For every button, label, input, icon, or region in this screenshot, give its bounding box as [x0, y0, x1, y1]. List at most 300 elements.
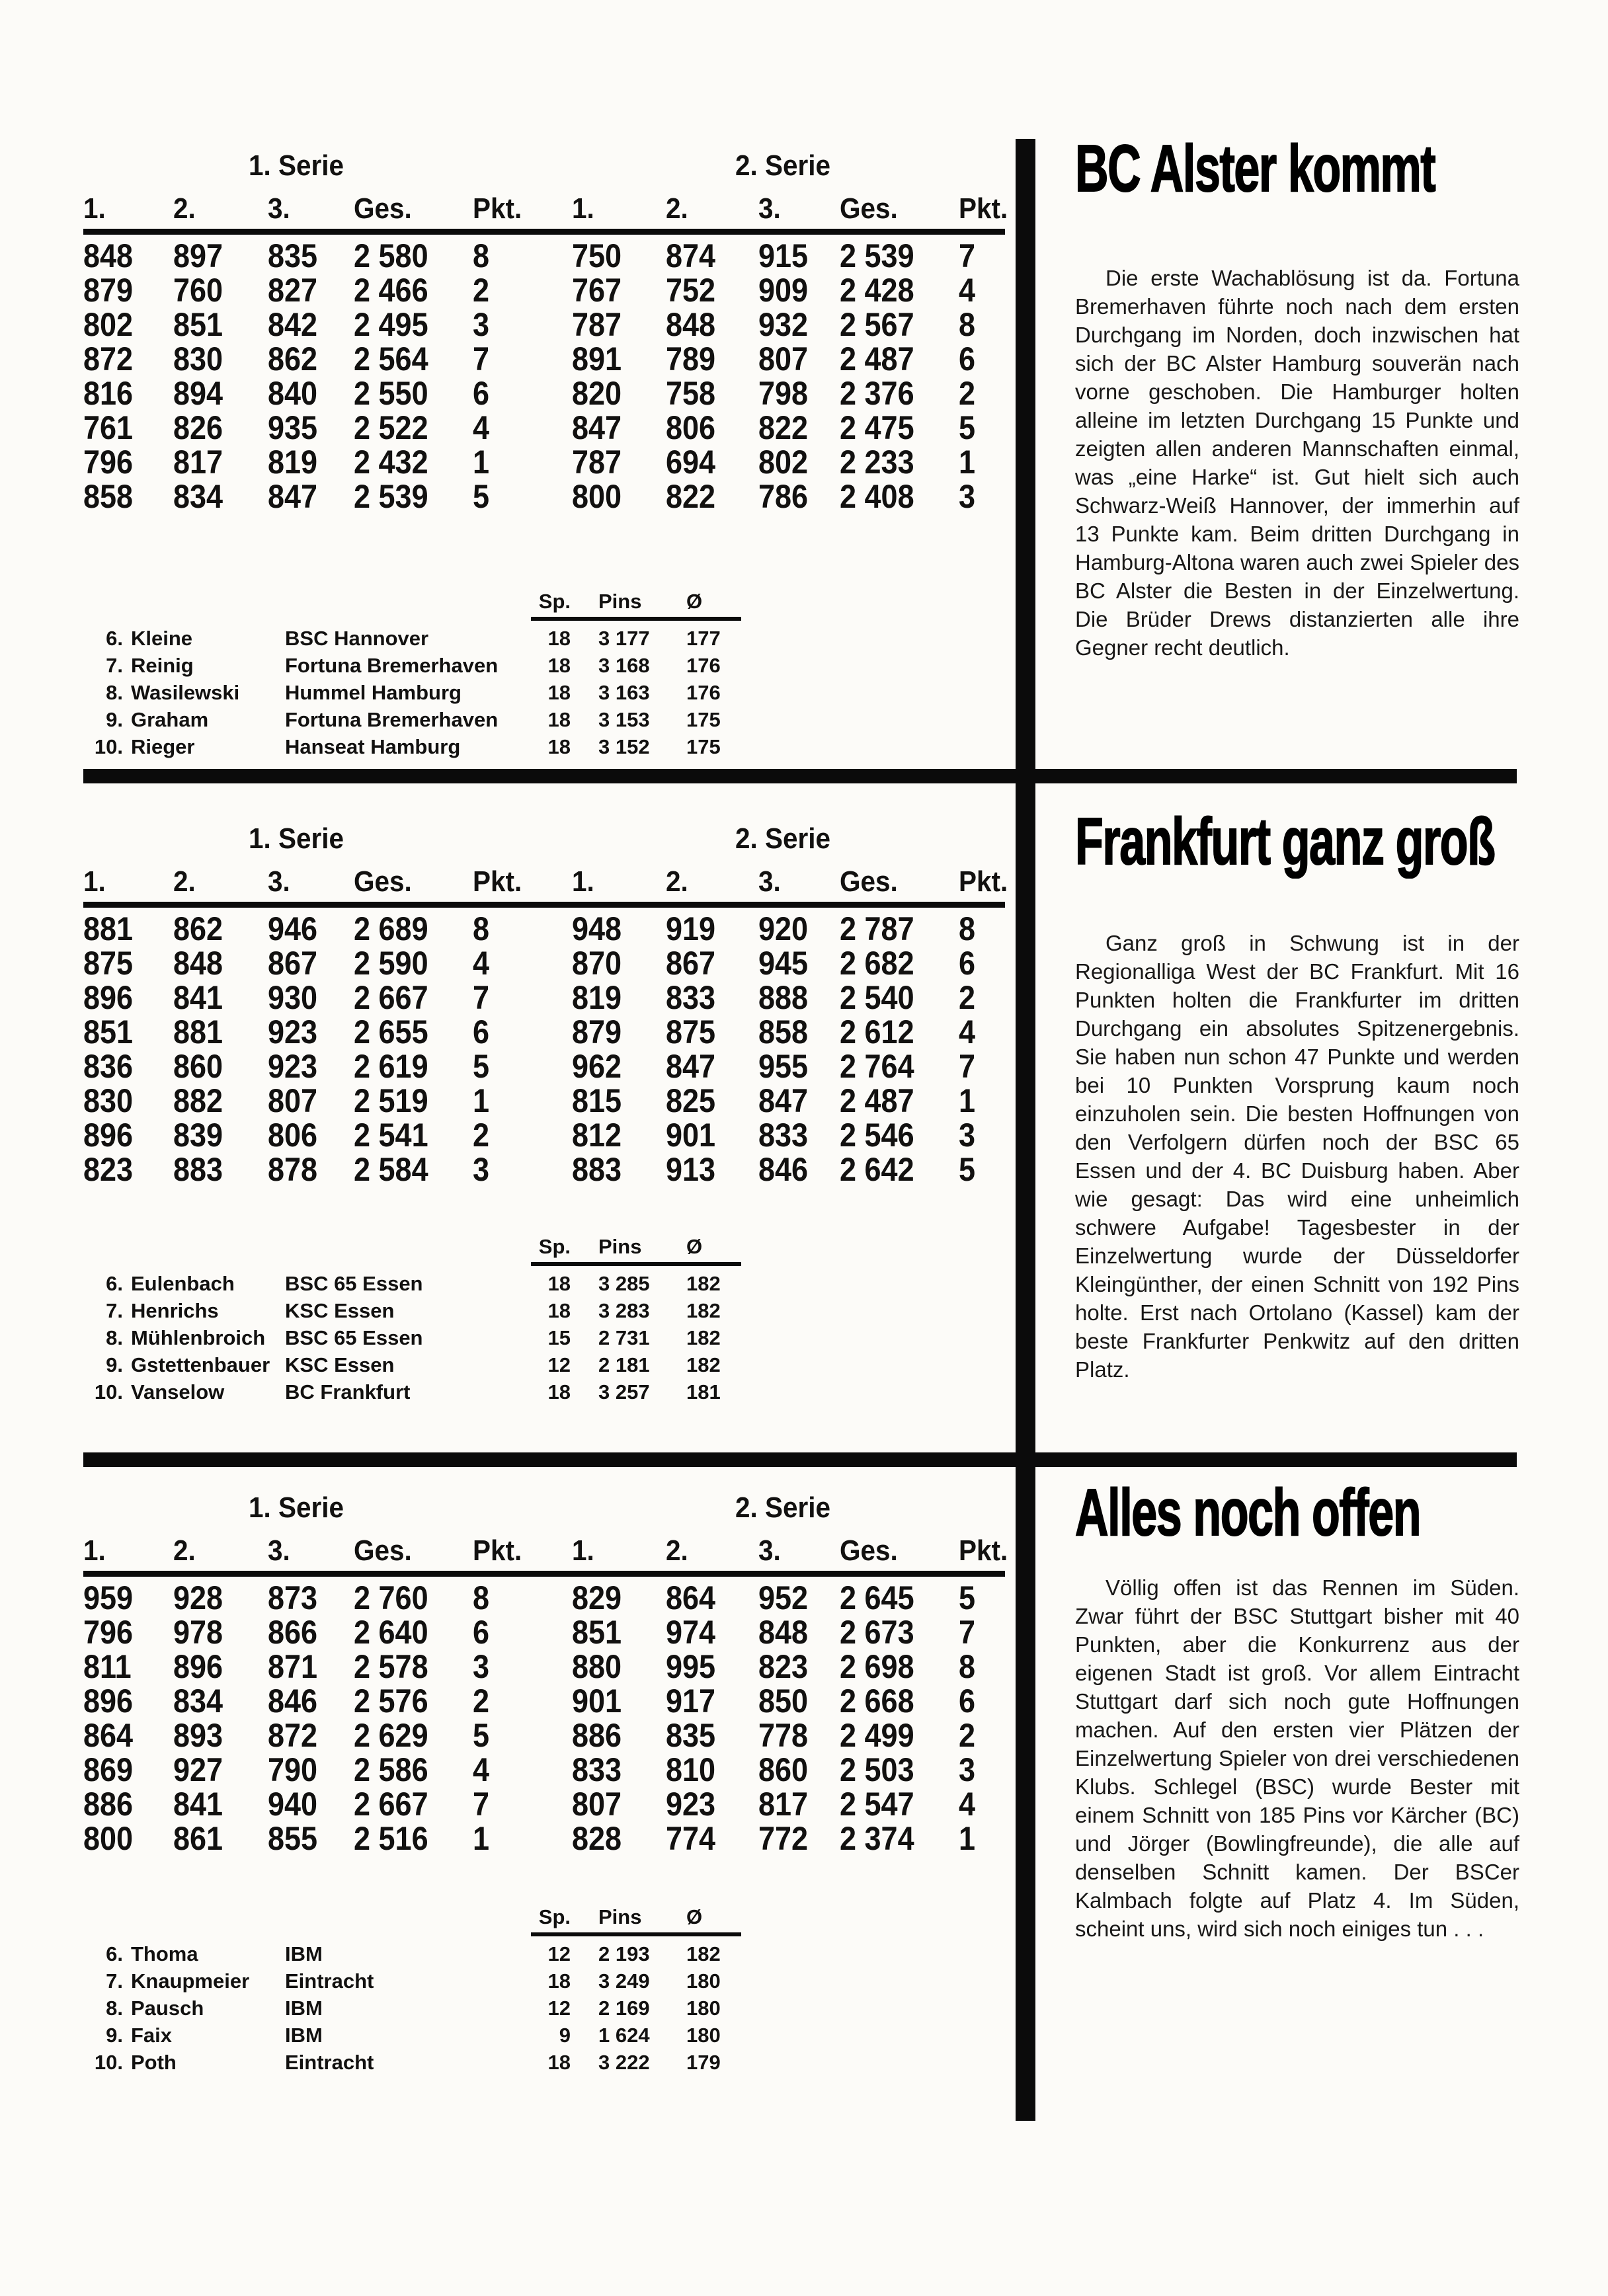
- article-bc-alster: [1075, 134, 1519, 662]
- table-cell: 834: [173, 478, 223, 515]
- table-cell: 1: [473, 1820, 490, 1857]
- article-body: Die erste Wachablösung ist da. Fortuna Bremerhaven führte noch nach dem ersten Durchgang im Norden, doch inzwischen hat sich der BC Alster Hamburg souverän nach vorne geschoben. Die Hamburger holten alleine im letzten Durchgang 15 Punkte und zeigten allen anderen Mannschaften einmal, was „eine Harke“ ist. Gut hielt sich auch Schwarz-Weiß Hannover, der immerhin auf 13 Punkte kam. Beim dritten Durchgang in Hamburg-Altona waren auch zwei Spieler des BC Alster die Besten in der Einzelwertung. Die Brüder Drews distanzierten alle ihre Gegner recht deutlich.: [1075, 266, 1519, 660]
- table-cell: 923: [666, 1786, 716, 1823]
- table-row: [83, 1821, 1009, 1856]
- table-cell: 894: [173, 375, 223, 412]
- list-sp: 18: [547, 2051, 571, 2074]
- table-header-rule: [83, 1571, 1005, 1577]
- column-header: Pkt.: [959, 865, 1008, 898]
- table-cell: 1: [959, 444, 976, 481]
- table-cell: 901: [572, 1682, 622, 1720]
- list-pins: 3 283: [598, 1299, 650, 1322]
- list-avg: 180: [686, 1969, 721, 1993]
- table-cell: 8: [959, 306, 976, 343]
- table-cell: 2 376: [840, 375, 914, 412]
- table-cell: 761: [83, 409, 134, 446]
- table-cell: 6: [959, 340, 976, 377]
- table-cell: 2 567: [840, 306, 914, 343]
- table-cell: 8: [473, 910, 490, 947]
- table-cell: 881: [173, 1013, 223, 1050]
- table-row: [83, 307, 1009, 342]
- list-avg: 180: [686, 2024, 721, 2047]
- table-cell: 774: [666, 1820, 716, 1857]
- column-header: Ges.: [840, 1534, 898, 1567]
- column-header: Pkt.: [959, 1534, 1008, 1567]
- list-name: Faix: [131, 2024, 173, 2047]
- column-header: 1.: [572, 192, 594, 225]
- table-cell: 2 519: [354, 1082, 428, 1119]
- table-cell: 2 466: [354, 272, 428, 309]
- table-cell: 847: [666, 1048, 716, 1085]
- table-cell: 840: [268, 375, 318, 412]
- table-cell: 870: [572, 945, 622, 982]
- table-cell: 848: [83, 237, 134, 274]
- table-cell: 880: [572, 1648, 622, 1685]
- table-row: [83, 376, 1009, 411]
- table-cell: 883: [572, 1151, 622, 1188]
- team-score-table: [83, 1581, 1009, 1856]
- table-cell: 873: [268, 1579, 318, 1616]
- list-pins: 3 177: [598, 627, 650, 650]
- column-header: 1.: [83, 192, 106, 225]
- table-row: [83, 1753, 1009, 1787]
- table-row: [83, 1615, 1009, 1649]
- table-cell: 861: [173, 1820, 223, 1857]
- table-cell: 2: [473, 1682, 490, 1720]
- table-row: [83, 1581, 1009, 1615]
- table-cell: 2 667: [354, 1786, 428, 1823]
- table-cell: 816: [83, 375, 134, 412]
- list-rank: 8.: [106, 681, 123, 704]
- column-header: 1.: [572, 865, 594, 898]
- table-cell: 839: [173, 1117, 223, 1154]
- table-cell: 928: [173, 1579, 223, 1616]
- table-cell: 2 487: [840, 1082, 914, 1119]
- table-cell: 836: [83, 1048, 134, 1085]
- table-cell: 772: [758, 1820, 809, 1857]
- ranking-headers: [83, 1234, 1009, 1259]
- list-avg: 182: [686, 1942, 721, 1965]
- table-cell: 2 629: [354, 1717, 428, 1754]
- table-cell: 909: [758, 272, 809, 309]
- list-avg: 179: [686, 2051, 721, 2074]
- table-cell: 867: [666, 945, 716, 982]
- list-sp: 15: [547, 1326, 571, 1349]
- table-cell: 800: [572, 478, 622, 515]
- list-rank: 9.: [106, 2024, 123, 2047]
- table-row: [83, 479, 1009, 514]
- table-cell: 826: [173, 409, 223, 446]
- table-cell: 8: [959, 910, 976, 947]
- table-cell: 923: [268, 1048, 318, 1085]
- table-cell: 2 590: [354, 945, 428, 982]
- table-cell: 919: [666, 910, 716, 947]
- table-row: [83, 1084, 1009, 1118]
- table-cell: 2 578: [354, 1648, 428, 1685]
- table-cell: 860: [173, 1048, 223, 1085]
- table-cell: 6: [473, 1013, 490, 1050]
- table-cell: 846: [758, 1151, 809, 1188]
- table-cell: 864: [666, 1579, 716, 1616]
- table-cell: 2 645: [840, 1579, 914, 1616]
- ranking-rule: [531, 617, 741, 621]
- table-cell: 930: [268, 979, 318, 1016]
- table-cell: 787: [572, 306, 622, 343]
- table-cell: 955: [758, 1048, 809, 1085]
- column-header: 2.: [173, 192, 196, 225]
- table-cell: 790: [268, 1751, 318, 1788]
- serie2-label: 2. Serie: [735, 822, 831, 855]
- headline: [1075, 132, 1519, 206]
- table-cell: 2 547: [840, 1786, 914, 1823]
- table-cell: 3: [959, 478, 976, 515]
- list-name: Rieger: [131, 735, 195, 758]
- table-cell: 847: [572, 409, 622, 446]
- headline-text: Alles noch offen: [1075, 1476, 1421, 1550]
- table-cell: 3: [473, 1151, 490, 1188]
- score-tables-north: [83, 149, 1009, 760]
- table-cell: 2: [959, 979, 976, 1016]
- table-cell: 798: [758, 375, 809, 412]
- table-cell: 901: [666, 1117, 716, 1154]
- list-sp: 18: [547, 654, 571, 677]
- table-cell: 946: [268, 910, 318, 947]
- table-cell: 2 584: [354, 1151, 428, 1188]
- table-cell: 920: [758, 910, 809, 947]
- table-cell: 819: [268, 444, 318, 481]
- table-cell: 4: [473, 945, 490, 982]
- column-header: 3.: [268, 1534, 290, 1567]
- table-cell: 807: [268, 1082, 318, 1119]
- table-cell: 879: [572, 1013, 622, 1050]
- table-cell: 927: [173, 1751, 223, 1788]
- table-cell: 7: [959, 237, 976, 274]
- table-cell: 5: [959, 1579, 976, 1616]
- column-header: 1.: [572, 1534, 594, 1567]
- column-header: 2.: [666, 192, 688, 225]
- table-row: [83, 1049, 1009, 1084]
- table-cell: 896: [173, 1648, 223, 1685]
- table-cell: 862: [173, 910, 223, 947]
- score-tables-west: [83, 822, 1009, 1405]
- list-name: Gstettenbauer: [131, 1353, 270, 1376]
- list-avg: 182: [686, 1299, 721, 1322]
- table-cell: 923: [268, 1013, 318, 1050]
- table-cell: 962: [572, 1048, 622, 1085]
- list-pins: 3 285: [598, 1272, 650, 1295]
- table-cell: 2 408: [840, 478, 914, 515]
- list-sp: 18: [547, 681, 571, 704]
- table-row: [83, 1152, 1009, 1187]
- table-cell: 848: [758, 1614, 809, 1651]
- list-club: Hanseat Hamburg: [285, 735, 461, 758]
- table-cell: 2 374: [840, 1820, 914, 1857]
- list-name: Mühlenbroich: [131, 1326, 266, 1349]
- list-name: Eulenbach: [131, 1272, 235, 1295]
- list-pins: 3 222: [598, 2051, 650, 2074]
- table-cell: 869: [83, 1751, 134, 1788]
- list-rank: 7.: [106, 1299, 123, 1322]
- table-cell: 786: [758, 478, 809, 515]
- table-cell: 2 546: [840, 1117, 914, 1154]
- table-cell: 881: [83, 910, 134, 947]
- list-pins: 3 153: [598, 708, 650, 731]
- table-cell: 896: [83, 1682, 134, 1720]
- column-header: 3.: [268, 192, 290, 225]
- table-cell: 917: [666, 1682, 716, 1720]
- team-score-table: [83, 912, 1009, 1187]
- table-row: [83, 239, 1009, 273]
- column-header: 2.: [173, 1534, 196, 1567]
- table-cell: 4: [473, 409, 490, 446]
- list-avg: 175: [686, 735, 721, 758]
- table-cell: 860: [758, 1751, 809, 1788]
- list-rank: 10.: [94, 2051, 123, 2074]
- table-cell: 851: [173, 306, 223, 343]
- table-cell: 2 668: [840, 1682, 914, 1720]
- table-cell: 8: [473, 237, 490, 274]
- average-header: Ø: [686, 590, 703, 613]
- list-name: Wasilewski: [131, 681, 240, 704]
- table-row: [83, 912, 1009, 946]
- table-cell: 6: [473, 375, 490, 412]
- table-cell: 2 550: [354, 375, 428, 412]
- list-name: Thoma: [131, 1942, 198, 1965]
- headline: [1075, 805, 1519, 879]
- table-cell: 806: [666, 409, 716, 446]
- table-cell: 872: [83, 340, 134, 377]
- table-cell: 1: [959, 1082, 976, 1119]
- section-divider-1: [83, 769, 1517, 783]
- column-header: 2.: [173, 865, 196, 898]
- pins-header: Pins: [598, 1235, 642, 1258]
- ranking-rows: [83, 625, 1009, 760]
- table-cell: 2: [473, 1117, 490, 1154]
- table-row: [83, 342, 1009, 376]
- headline-text: Frankfurt ganz groß: [1075, 805, 1495, 879]
- list-club: BSC Hannover: [285, 627, 429, 650]
- table-cell: 802: [83, 306, 134, 343]
- table-cell: 2 764: [840, 1048, 914, 1085]
- table-cell: 2 487: [840, 340, 914, 377]
- table-cell: 2 576: [354, 1682, 428, 1720]
- table-cell: 2 503: [840, 1751, 914, 1788]
- ranking-rows: [83, 1270, 1009, 1405]
- list-rank: 8.: [106, 1997, 123, 2020]
- table-cell: 883: [173, 1151, 223, 1188]
- table-cell: 995: [666, 1648, 716, 1685]
- table-cell: 750: [572, 237, 622, 274]
- table-cell: 2 619: [354, 1048, 428, 1085]
- list-avg: 182: [686, 1326, 721, 1349]
- list-sp: 18: [547, 1299, 571, 1322]
- table-cell: 882: [173, 1082, 223, 1119]
- column-header: Pkt.: [473, 1534, 522, 1567]
- table-cell: 841: [173, 979, 223, 1016]
- table-cell: 7: [473, 340, 490, 377]
- list-club: Fortuna Bremerhaven: [285, 654, 499, 677]
- column-header: Ges.: [354, 192, 412, 225]
- table-cell: 888: [758, 979, 809, 1016]
- list-club: BSC 65 Essen: [285, 1326, 423, 1349]
- list-club: Hummel Hamburg: [285, 681, 462, 704]
- list-avg: 181: [686, 1380, 721, 1404]
- list-sp: 18: [547, 1969, 571, 1993]
- table-row: [83, 946, 1009, 980]
- table-cell: 833: [666, 979, 716, 1016]
- headline-text: BC Alster kommt: [1075, 132, 1435, 206]
- table-cell: 8: [959, 1648, 976, 1685]
- table-cell: 2 539: [840, 237, 914, 274]
- list-pins: 3 249: [598, 1969, 650, 1993]
- table-cell: 851: [572, 1614, 622, 1651]
- table-cell: 2 522: [354, 409, 428, 446]
- table-cell: 2 499: [840, 1717, 914, 1754]
- table-row: [83, 1015, 1009, 1049]
- list-pins: 2 193: [598, 1942, 650, 1965]
- serie1-label: 1. Serie: [249, 149, 344, 182]
- list-sp: 12: [547, 1997, 571, 2020]
- serie-labels: [83, 149, 1009, 188]
- table-cell: 4: [959, 1786, 976, 1823]
- table-cell: 940: [268, 1786, 318, 1823]
- table-cell: 1: [473, 444, 490, 481]
- article-body: Völlig offen ist das Rennen im Süden. Zwar führt der BSC Stuttgart bisher mit 40 Punkten, aber die Konkurrenz aus der eigenen Stadt ist groß. Vor allem Eintracht Stuttgart darf sich noch gute Hoffnungen machen. Auf den ersten vier Plätzen der Einzelwertung Spieler von drei verschiedenen Klubs. Schlegel (BSC) wurde Bester mit einem Schnitt von 185 Pins vor Kärcher (BC) und Jörger (Bowlingfreunde), die alle auf denselben Schnitt kamen. Der BSCer Kalmbach folgte auf Platz 4. Im Süden, scheint uns, wird sich noch einiges tun . . .: [1075, 1575, 1519, 1941]
- column-header: Ges.: [354, 865, 412, 898]
- table-cell: 858: [758, 1013, 809, 1050]
- table-cell: 872: [268, 1717, 318, 1754]
- column-header: 1.: [83, 865, 106, 898]
- player-ranking: [83, 589, 1009, 760]
- score-tables-sued: [83, 1491, 1009, 2076]
- list-rank: 9.: [106, 708, 123, 731]
- table-cell: 2 673: [840, 1614, 914, 1651]
- table-cell: 6: [959, 1682, 976, 1720]
- player-ranking: [83, 1234, 1009, 1405]
- list-pins: 3 257: [598, 1380, 650, 1404]
- list-pins: 3 152: [598, 735, 650, 758]
- list-name: Graham: [131, 708, 209, 731]
- list-pins: 1 624: [598, 2024, 650, 2047]
- table-cell: 8: [473, 1579, 490, 1616]
- table-cell: 810: [666, 1751, 716, 1788]
- table-cell: 935: [268, 409, 318, 446]
- table-cell: 891: [572, 340, 622, 377]
- table-cell: 833: [758, 1117, 809, 1154]
- table-cell: 5: [959, 1151, 976, 1188]
- table-row: [83, 1787, 1009, 1821]
- list-avg: 176: [686, 654, 721, 677]
- list-avg: 175: [686, 708, 721, 731]
- list-rank: 6.: [106, 1942, 123, 1965]
- column-header: 3.: [268, 865, 290, 898]
- table-cell: 893: [173, 1717, 223, 1754]
- list-name: Knaupmeier: [131, 1969, 250, 1993]
- column-header: 3.: [758, 1534, 781, 1567]
- table-row: [83, 1718, 1009, 1753]
- table-cell: 3: [959, 1751, 976, 1788]
- table-cell: 871: [268, 1648, 318, 1685]
- list-club: BC Frankfurt: [285, 1380, 411, 1404]
- table-cell: 866: [268, 1614, 318, 1651]
- table-cell: 932: [758, 306, 809, 343]
- list-name: Kleine: [131, 627, 193, 650]
- list-club: Fortuna Bremerhaven: [285, 708, 499, 731]
- column-header: Pkt.: [473, 865, 522, 898]
- table-cell: 6: [473, 1614, 490, 1651]
- table-cell: 830: [173, 340, 223, 377]
- table-cell: 2 516: [354, 1820, 428, 1857]
- list-name: Pausch: [131, 1997, 204, 2020]
- table-cell: 817: [173, 444, 223, 481]
- list-club: IBM: [285, 1997, 323, 2020]
- table-cell: 827: [268, 272, 318, 309]
- column-header: Pkt.: [473, 192, 522, 225]
- list-name: Reinig: [131, 654, 194, 677]
- pins-header: Pins: [598, 590, 642, 613]
- list-club: IBM: [285, 2024, 323, 2047]
- table-cell: 846: [268, 1682, 318, 1720]
- list-sp: 18: [547, 708, 571, 731]
- table-cell: 915: [758, 237, 809, 274]
- table-cell: 802: [758, 444, 809, 481]
- average-header: Ø: [686, 1235, 703, 1258]
- sp-header: Sp.: [538, 1905, 571, 1928]
- table-cell: 820: [572, 375, 622, 412]
- table-cell: 2 689: [354, 910, 428, 947]
- table-cell: 758: [666, 375, 716, 412]
- sp-header: Sp.: [538, 590, 571, 613]
- list-club: Eintracht: [285, 2051, 374, 2074]
- table-cell: 959: [83, 1579, 134, 1616]
- ranking-rule: [531, 1932, 741, 1936]
- table-cell: 864: [83, 1717, 134, 1754]
- table-cell: 2: [959, 375, 976, 412]
- table-column-headers: [83, 866, 1009, 898]
- average-header: Ø: [686, 1905, 703, 1928]
- list-sp: 12: [547, 1942, 571, 1965]
- list-name: Henrichs: [131, 1299, 219, 1322]
- list-rank: 8.: [106, 1326, 123, 1349]
- list-club: KSC Essen: [285, 1299, 395, 1322]
- list-sp: 18: [547, 1272, 571, 1295]
- table-row: [83, 411, 1009, 445]
- table-cell: 800: [83, 1820, 134, 1857]
- table-cell: 2 540: [840, 979, 914, 1016]
- serie1-label: 1. Serie: [249, 822, 344, 855]
- table-column-headers: [83, 193, 1009, 225]
- column-header: 2.: [666, 865, 688, 898]
- list-club: BSC 65 Essen: [285, 1272, 423, 1295]
- table-cell: 822: [666, 478, 716, 515]
- table-cell: 896: [83, 979, 134, 1016]
- table-cell: 848: [666, 306, 716, 343]
- table-cell: 2: [473, 272, 490, 309]
- list-sp: 18: [547, 1380, 571, 1404]
- list-name: Vanselow: [131, 1380, 225, 1404]
- column-header: 3.: [758, 865, 781, 898]
- list-club: Eintracht: [285, 1969, 374, 1993]
- list-sp: 18: [547, 735, 571, 758]
- column-header: Ges.: [354, 1534, 412, 1567]
- article-sued: [1075, 1478, 1519, 1943]
- serie2-label: 2. Serie: [735, 1491, 831, 1524]
- table-cell: 811: [83, 1648, 132, 1685]
- table-row: [83, 273, 1009, 307]
- table-cell: 796: [83, 444, 134, 481]
- table-cell: 1: [473, 1082, 490, 1119]
- table-cell: 823: [83, 1151, 134, 1188]
